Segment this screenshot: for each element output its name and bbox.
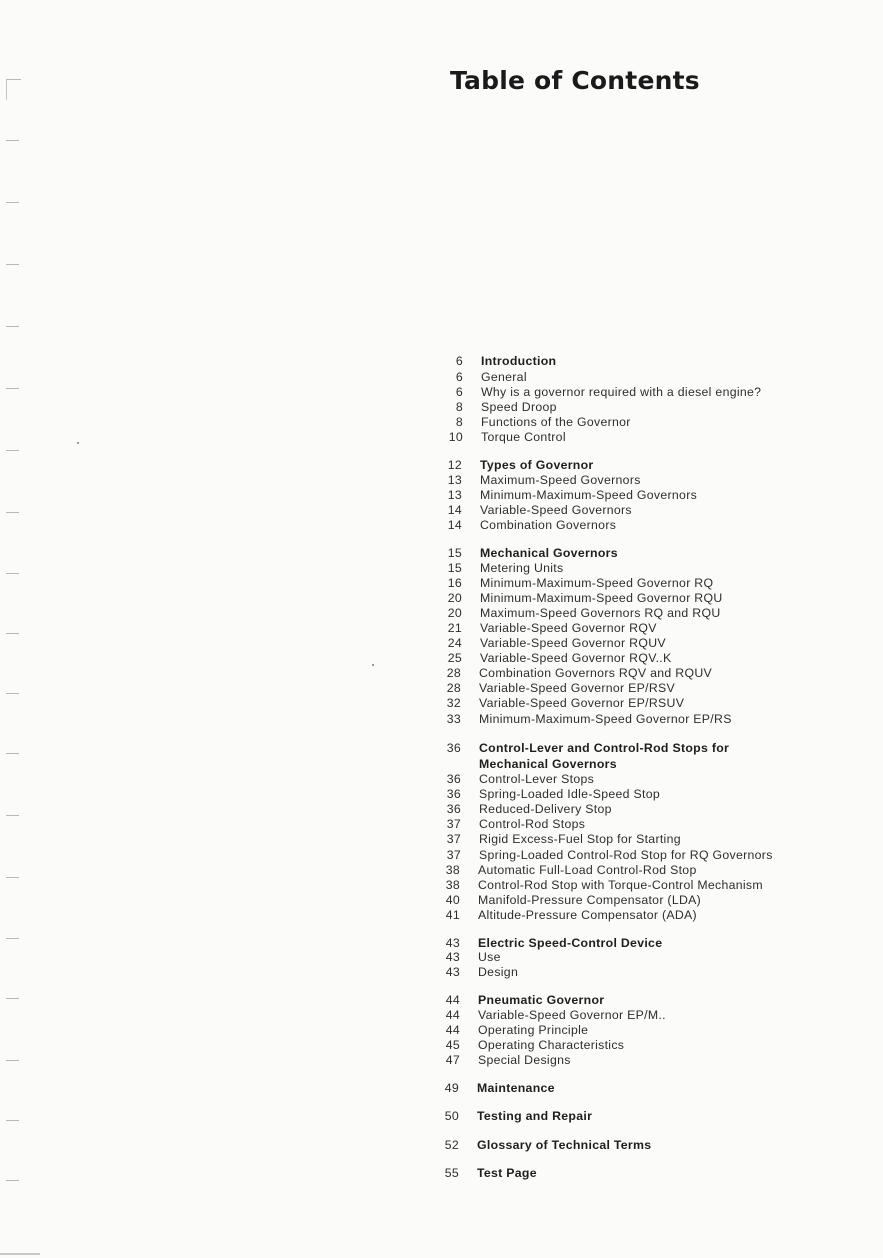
toc-section-title: Types of Governor xyxy=(480,458,594,472)
toc-page-number: 6 xyxy=(455,370,463,384)
toc-section-title: Electric Speed-Control Device xyxy=(478,936,663,950)
toc-entry-title: Control-Rod Stop with Torque-Control Mechanism xyxy=(478,878,763,892)
toc-page-number: 24 xyxy=(447,636,462,650)
toc-page-number: 20 xyxy=(447,606,462,620)
toc-page-number: 37 xyxy=(446,848,461,862)
toc-entry-row xyxy=(0,561,883,576)
toc-entry-row xyxy=(0,772,883,787)
toc-page-number: 41 xyxy=(445,908,460,922)
margin-mark xyxy=(6,140,19,141)
toc-entry-title: Design xyxy=(478,965,519,979)
toc-entry-title: Manifold-Pressure Compensator (LDA) xyxy=(478,893,702,907)
toc-entry-row xyxy=(0,712,883,727)
toc-entry-row xyxy=(0,415,883,430)
toc-entry-title: Use xyxy=(478,950,501,964)
toc-entry-row xyxy=(0,370,883,385)
toc-heading-row xyxy=(0,546,883,561)
toc-entry-row xyxy=(0,473,883,488)
toc-page-number: 37 xyxy=(446,817,461,831)
toc-heading-row xyxy=(0,458,883,473)
toc-page-number: 28 xyxy=(446,681,461,695)
toc-page-number: 43 xyxy=(445,950,460,964)
toc-page-number: 8 xyxy=(455,400,463,414)
toc-entry-title: Variable-Speed Governor EP/RSV xyxy=(479,681,676,695)
toc-page-number: 38 xyxy=(445,863,460,877)
toc-page-number: 21 xyxy=(447,621,462,635)
toc-page-number: 44 xyxy=(445,1023,460,1037)
toc-entry-title: Variable-Speed Governor RQV..K xyxy=(480,651,672,665)
toc-page-number: 55 xyxy=(444,1166,459,1180)
toc-entry-row xyxy=(0,430,883,445)
toc-entry-row xyxy=(0,965,883,980)
toc-page-number: 38 xyxy=(445,878,460,892)
toc-section-title: Testing and Repair xyxy=(477,1109,593,1123)
toc-page-number: 14 xyxy=(447,503,462,517)
toc-entry-title: Maximum-Speed Governors RQ and RQU xyxy=(480,606,721,620)
toc-entry-row xyxy=(0,488,883,503)
toc-entry-title: Minimum-Maximum-Speed Governors xyxy=(480,488,698,502)
toc-entry-title: Functions of the Governor xyxy=(481,415,631,429)
toc-page-number: 6 xyxy=(455,354,463,368)
toc-entry-row xyxy=(0,1038,883,1053)
toc-page-number: 32 xyxy=(446,696,461,710)
toc-page-number: 15 xyxy=(447,546,462,560)
toc-page-number: 25 xyxy=(447,651,462,665)
toc-entry-row xyxy=(0,848,883,863)
toc-entry-row xyxy=(0,863,883,878)
toc-heading-row xyxy=(0,1109,883,1124)
margin-mark xyxy=(6,326,19,327)
toc-entry-title: Operating Characteristics xyxy=(478,1038,625,1052)
toc-page-number: 33 xyxy=(446,712,461,726)
toc-page-number: 36 xyxy=(446,772,461,786)
toc-entry-title: General xyxy=(481,370,527,384)
toc-page-number: 50 xyxy=(444,1109,459,1123)
toc-entry-row xyxy=(0,893,883,908)
toc-section-title: Test Page xyxy=(477,1166,537,1180)
toc-entry-row xyxy=(0,950,883,965)
toc-heading-row xyxy=(0,354,883,369)
toc-entry-row xyxy=(0,1023,883,1038)
toc-page-number: 36 xyxy=(446,802,461,816)
toc-entry-title: Reduced-Delivery Stop xyxy=(479,802,612,816)
toc-page-number: 47 xyxy=(445,1053,460,1067)
toc-section-title: Mechanical Governors xyxy=(480,546,618,560)
toc-entry-title: Minimum-Maximum-Speed Governor RQ xyxy=(480,576,714,590)
toc-entry-title: Variable-Speed Governor EP/RSUV xyxy=(479,696,685,710)
toc-page-number: 13 xyxy=(447,488,462,502)
toc-entry-title: Operating Principle xyxy=(478,1023,589,1037)
toc-page-number: 43 xyxy=(445,936,460,950)
toc-entry-title: Variable-Speed Governors xyxy=(480,503,632,517)
toc-page-number: 10 xyxy=(448,430,463,444)
bottom-edge-line xyxy=(0,1253,40,1255)
toc-heading-row xyxy=(0,1081,883,1096)
toc-entry-row xyxy=(0,621,883,636)
toc-entry-row xyxy=(0,1008,883,1023)
toc-heading-row xyxy=(0,757,883,772)
toc-page-number: 40 xyxy=(445,893,460,907)
toc-page-number: 28 xyxy=(446,666,461,680)
margin-mark xyxy=(6,202,19,203)
toc-page-number: 37 xyxy=(446,832,461,846)
toc-entry-title: Control-Lever Stops xyxy=(479,772,595,786)
toc-entry-row xyxy=(0,1053,883,1068)
margin-mark xyxy=(6,264,19,265)
toc-page-number: 20 xyxy=(447,591,462,605)
toc-section-title: Introduction xyxy=(481,354,557,368)
toc-entry-row xyxy=(0,518,883,533)
toc-entry-title: Minimum-Maximum-Speed Governor EP/RS xyxy=(479,712,732,726)
toc-page-number: 14 xyxy=(447,518,462,532)
toc-heading-row xyxy=(0,741,883,756)
toc-page-number: 16 xyxy=(447,576,462,590)
toc-entry-title: Metering Units xyxy=(480,561,564,575)
toc-page-number: 36 xyxy=(446,787,461,801)
toc-entry-title: Why is a governor required with a diesel engine? xyxy=(481,385,762,399)
toc-section-title: Mechanical Governors xyxy=(479,757,617,771)
toc-heading-row xyxy=(0,1138,883,1153)
toc-entry-title: Speed Droop xyxy=(481,400,557,414)
toc-section-title: Control-Lever and Control-Rod Stops for xyxy=(479,741,730,755)
toc-page-number: 45 xyxy=(445,1038,460,1052)
toc-entry-title: Combination Governors RQV and RQUV xyxy=(479,666,713,680)
toc-heading-row xyxy=(0,993,883,1008)
toc-entry-row xyxy=(0,591,883,606)
toc-page-number: 43 xyxy=(445,965,460,979)
toc-entry-row xyxy=(0,576,883,591)
margin-mark xyxy=(6,79,21,80)
toc-entry-title: Combination Governors xyxy=(480,518,617,532)
toc-entry-row xyxy=(0,696,883,711)
toc-page-number: 6 xyxy=(455,385,463,399)
toc-entry-title: Spring-Loaded Idle-Speed Stop xyxy=(479,787,660,801)
toc-page-number: 44 xyxy=(445,1008,460,1022)
toc-entry-title: Variable-Speed Governor RQUV xyxy=(480,636,666,650)
toc-entry-row xyxy=(0,832,883,847)
toc-section-title: Maintenance xyxy=(477,1081,555,1095)
toc-entry-title: Automatic Full-Load Control-Rod Stop xyxy=(478,863,697,877)
toc-section-title: Pneumatic Governor xyxy=(478,993,605,1007)
toc-entry-row xyxy=(0,606,883,621)
toc-entry-row xyxy=(0,385,883,400)
toc-entry-row xyxy=(0,636,883,651)
toc-entry-title: Variable-Speed Governor EP/M.. xyxy=(478,1008,666,1022)
toc-entry-title: Rigid Excess-Fuel Stop for Starting xyxy=(479,832,681,846)
toc-entry-title: Minimum-Maximum-Speed Governor RQU xyxy=(480,591,723,605)
toc-entry-title: Maximum-Speed Governors xyxy=(480,473,641,487)
toc-entry-title: Altitude-Pressure Compensator (ADA) xyxy=(478,908,697,922)
toc-entry-row xyxy=(0,908,883,923)
toc-page-number: 13 xyxy=(447,473,462,487)
toc-heading-row xyxy=(0,936,883,951)
toc-page-number: 49 xyxy=(444,1081,459,1095)
toc-entry-row xyxy=(0,878,883,893)
toc-entry-row xyxy=(0,802,883,817)
toc-entry-row xyxy=(0,666,883,681)
toc-entry-title: Spring-Loaded Control-Rod Stop for RQ Governors xyxy=(479,848,773,862)
toc-entry-title: Variable-Speed Governor RQV xyxy=(480,621,657,635)
toc-page-number: 36 xyxy=(446,741,461,755)
toc-entry-row xyxy=(0,503,883,518)
toc-heading-row xyxy=(0,1166,883,1181)
toc-entry-row xyxy=(0,681,883,696)
toc-page-number: 12 xyxy=(447,458,462,472)
toc-entry-row xyxy=(0,400,883,415)
margin-tick xyxy=(6,80,7,100)
toc-page-number: 52 xyxy=(444,1138,459,1152)
toc-entry-title: Torque Control xyxy=(481,430,566,444)
toc-entry-row xyxy=(0,817,883,832)
toc-entry-row xyxy=(0,651,883,666)
margin-mark xyxy=(6,450,19,451)
toc-page-number: 44 xyxy=(445,993,460,1007)
toc-entry-title: Special Designs xyxy=(478,1053,571,1067)
toc-section-title: Glossary of Technical Terms xyxy=(477,1138,652,1152)
toc-entry-title: Control-Rod Stops xyxy=(479,817,586,831)
page-title: Table of Contents xyxy=(450,66,700,95)
toc-page-number: 15 xyxy=(447,561,462,575)
toc-entry-row xyxy=(0,787,883,802)
toc-page-number: 8 xyxy=(455,415,463,429)
